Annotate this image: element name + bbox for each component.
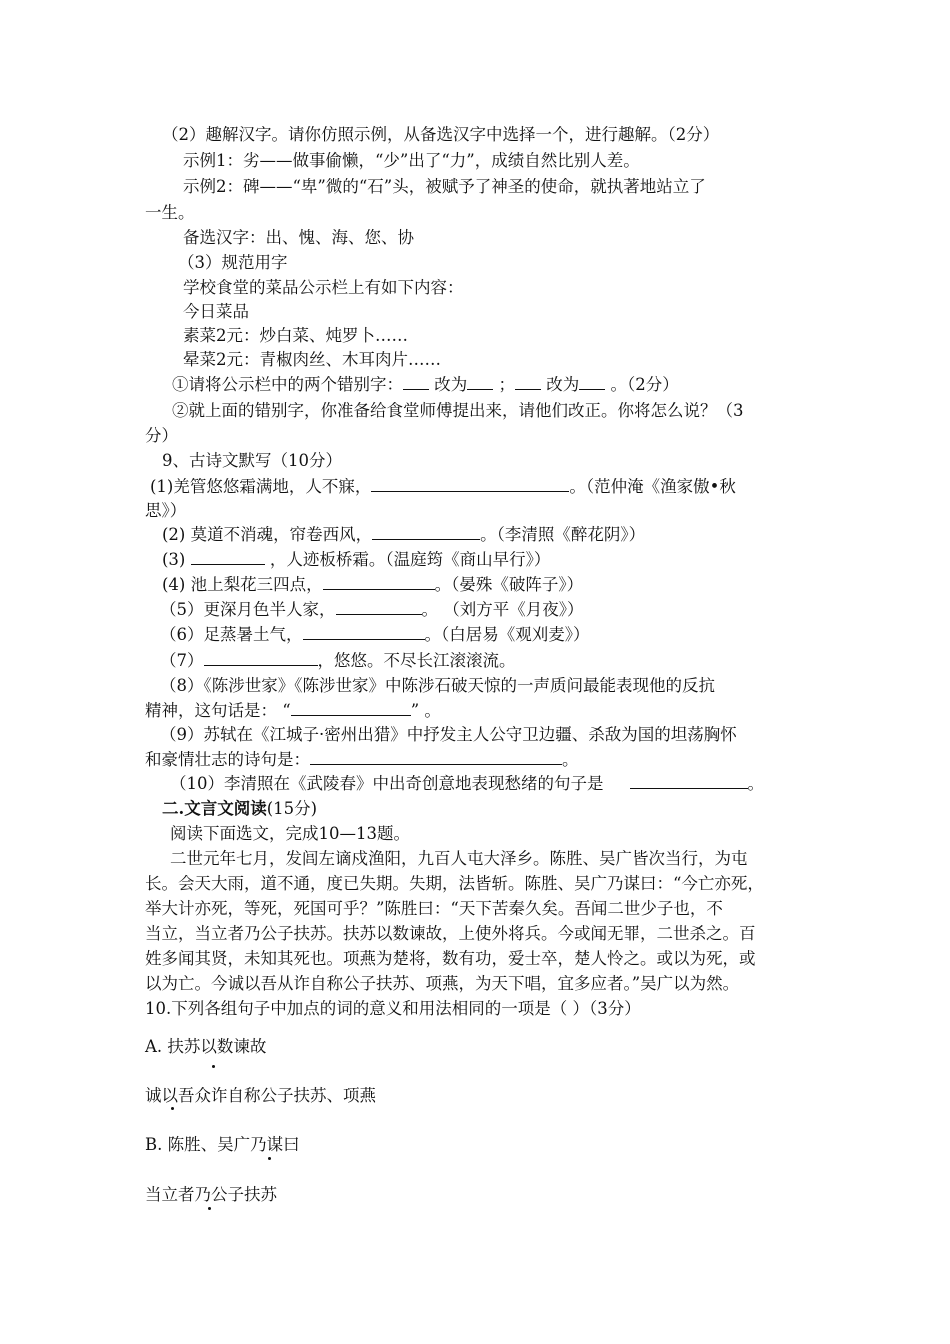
q9-title: 9、古诗文默写（10分） bbox=[162, 451, 342, 470]
q9-item-8-prompt: 精神，这句话是： “ bbox=[145, 701, 291, 720]
q9-item-1-cont: 思》） bbox=[145, 501, 187, 520]
q3-sub-1-score: 。（2分） bbox=[610, 375, 679, 394]
q2-example-2: 示例2：碑——“卑”微的“石”头，被赋予了神圣的使命，就执著地站立了 bbox=[183, 177, 706, 196]
q9-item-10 bbox=[170, 773, 764, 795]
section-2-intro: 阅读下面选文，完成10—13题。 bbox=[170, 824, 410, 843]
q9-item-8: （8）《陈涉世家》《陈涉世家》中陈涉石破天惊的一声质问最能表现他的反抗 bbox=[160, 676, 715, 695]
q9-item-8-end: ” 。 bbox=[410, 701, 441, 720]
passage-line-2: 长。会天大雨，道不通，度已失期。失期，法皆斩。陈胜、吴广乃谋曰：“今亡亦死， bbox=[145, 874, 764, 893]
q9-item-3 bbox=[162, 549, 550, 571]
menu-item-1: 素菜2元：炒白菜、炖罗卜…… bbox=[183, 326, 408, 345]
emphasis-dot bbox=[212, 1065, 215, 1068]
q9-item-10-text: （10）李清照在《武陵春》中出奇创意地表现愁绪的句子是 bbox=[170, 774, 604, 793]
emphasis-dot bbox=[171, 1107, 174, 1110]
q9-item-1-source: 。（范仲淹《渔家傲•秋 bbox=[569, 477, 736, 496]
q9-item-10-end: 。 bbox=[747, 774, 764, 793]
q9-item-2-source: 。（李清照《醉花阴》） bbox=[480, 525, 646, 544]
menu-item-2: 晕菜2元：青椒肉丝、木耳肉片…… bbox=[183, 350, 441, 369]
passage-line-4: 当立，当立者乃公子扶苏。扶苏以数谏故，上使外将兵。今或闻无罪，二世杀之。百 bbox=[145, 924, 756, 943]
q3-sub-2: ②就上面的错别字，你准备给食堂师傅提出来，请他们改正。你将怎么说？（3 bbox=[172, 401, 744, 420]
section-2-heading bbox=[162, 798, 317, 820]
q2-title: （2）趣解汉字。请你仿照示例，从备选汉字中选择一个，进行趣解。（2分） bbox=[162, 125, 720, 144]
q9-item-6-text: （6）足蒸暑土气， bbox=[160, 625, 303, 644]
section-2-title: 二.文言文阅读 bbox=[162, 799, 267, 818]
q9-blank-3[interactable] bbox=[191, 550, 265, 565]
q9-item-4-text: (4) 池上梨花三四点， bbox=[162, 575, 323, 594]
q9-item-5-text: （5）更深月色半人家， bbox=[160, 600, 336, 619]
q9-blank-8[interactable] bbox=[291, 701, 411, 716]
passage-line-6: 以为亡。今诚以吾从诈自称公子扶苏、项燕，为天下唱，宜多应者。”吴广以为然。 bbox=[145, 974, 740, 993]
q3-sub-1-sep: ； bbox=[498, 375, 515, 394]
q9-blank-6[interactable] bbox=[303, 625, 425, 640]
blank-wrong-char-2[interactable] bbox=[515, 375, 541, 390]
menu-title: 今日菜品 bbox=[183, 302, 249, 321]
q9-item-4-source: 。（晏殊《破阵子》） bbox=[434, 575, 584, 594]
q10-option-b-2: 当立者乃公子扶苏 bbox=[145, 1185, 277, 1204]
q9-item-5-source: 。 （刘方平《月夜》） bbox=[421, 600, 584, 619]
q10-option-a-2: 诚以吾众诈自称公子扶苏、项燕 bbox=[145, 1086, 376, 1105]
q9-item-7 bbox=[160, 650, 516, 672]
q9-item-9-end: 。 bbox=[562, 750, 579, 769]
q9-blank-5[interactable] bbox=[336, 600, 422, 615]
q9-item-9-prompt: 和豪情壮志的诗句是： bbox=[145, 750, 310, 769]
q9-item-3-num: (3) bbox=[162, 550, 186, 569]
q3-title: （3）规范用字 bbox=[178, 253, 288, 272]
blank-correct-char-2[interactable] bbox=[579, 375, 605, 390]
q9-item-8-cont bbox=[145, 700, 441, 722]
q2-options: 备选汉字：出、愧、海、您、协 bbox=[183, 228, 414, 247]
q9-item-6 bbox=[160, 624, 590, 646]
q3-sub-1-text: ①请将公示栏中的两个错别字： bbox=[172, 375, 403, 394]
q9-blank-7[interactable] bbox=[204, 651, 318, 666]
q9-item-9: （9）苏轼在《江城子·密州出猎》中抒发主人公守卫边疆、杀敌为国的坦荡胸怀 bbox=[160, 725, 737, 744]
passage-line-3: 举大计亦死，等死，死国可乎？”陈胜曰：“天下苦秦久矣。吾闻二世少子也，不 bbox=[145, 899, 723, 918]
q9-blank-2[interactable] bbox=[372, 525, 480, 540]
q9-item-1-text: (1)羌管悠悠霜满地，人不寐， bbox=[150, 477, 372, 496]
q10-option-b: B. 陈胜、吴广乃谋曰 bbox=[145, 1135, 300, 1154]
section-2-score: (15分) bbox=[266, 799, 318, 818]
q9-item-1 bbox=[150, 476, 736, 498]
q9-item-7-text: ，悠悠。不尽长江滚滚流。 bbox=[317, 651, 516, 670]
q2-example-1: 示例1：劣——做事偷懒，“少”出了“力”，成绩自然比别人差。 bbox=[183, 151, 640, 170]
q9-item-4 bbox=[162, 574, 583, 596]
q9-item-2-text: (2) 莫道不消魂，帘卷西风， bbox=[162, 525, 373, 544]
q9-item-9-cont bbox=[145, 749, 579, 771]
q2-example-2-cont: 一生。 bbox=[145, 203, 195, 222]
passage-line-1: 二世元年七月，发闾左谪戍渔阳，九百人屯大泽乡。陈胜、吴广皆次当行，为屯 bbox=[170, 849, 748, 868]
q9-blank-1[interactable] bbox=[371, 477, 569, 492]
q3-sub-1 bbox=[172, 374, 679, 396]
emphasis-dot bbox=[208, 1207, 211, 1210]
q9-blank-4[interactable] bbox=[323, 575, 435, 590]
blank-wrong-char-1[interactable] bbox=[403, 375, 429, 390]
q9-blank-10[interactable] bbox=[630, 774, 748, 789]
q3-sub-2-cont: 分） bbox=[145, 426, 178, 445]
q3-sub-1-change: 改为 bbox=[434, 375, 468, 394]
q3-sub-1-change-2: 改为 bbox=[546, 375, 580, 394]
q9-item-7-num: （7） bbox=[160, 651, 204, 670]
emphasis-dot bbox=[268, 1157, 271, 1160]
q9-item-6-source: 。（白居易《观刈麦》） bbox=[424, 625, 590, 644]
q9-item-5 bbox=[160, 599, 584, 621]
q10-stem: 10.下列各组句子中加点的词的意义和用法相同的一项是（ ）（3分） bbox=[145, 999, 641, 1018]
q9-blank-9[interactable] bbox=[310, 750, 562, 765]
q9-item-3-text: ，人迹板桥霜。（温庭筠《商山早行》） bbox=[269, 550, 551, 569]
q9-item-2 bbox=[162, 524, 645, 546]
q3-intro: 学校食堂的菜品公示栏上有如下内容： bbox=[183, 278, 464, 297]
passage-line-5: 姓多闻其贤，未知其死也。项燕为楚将，数有功，爱士卒，楚人怜之。或以为死，或 bbox=[145, 949, 756, 968]
blank-correct-char-1[interactable] bbox=[467, 375, 493, 390]
q10-option-a: A. 扶苏以数谏故 bbox=[145, 1037, 267, 1056]
